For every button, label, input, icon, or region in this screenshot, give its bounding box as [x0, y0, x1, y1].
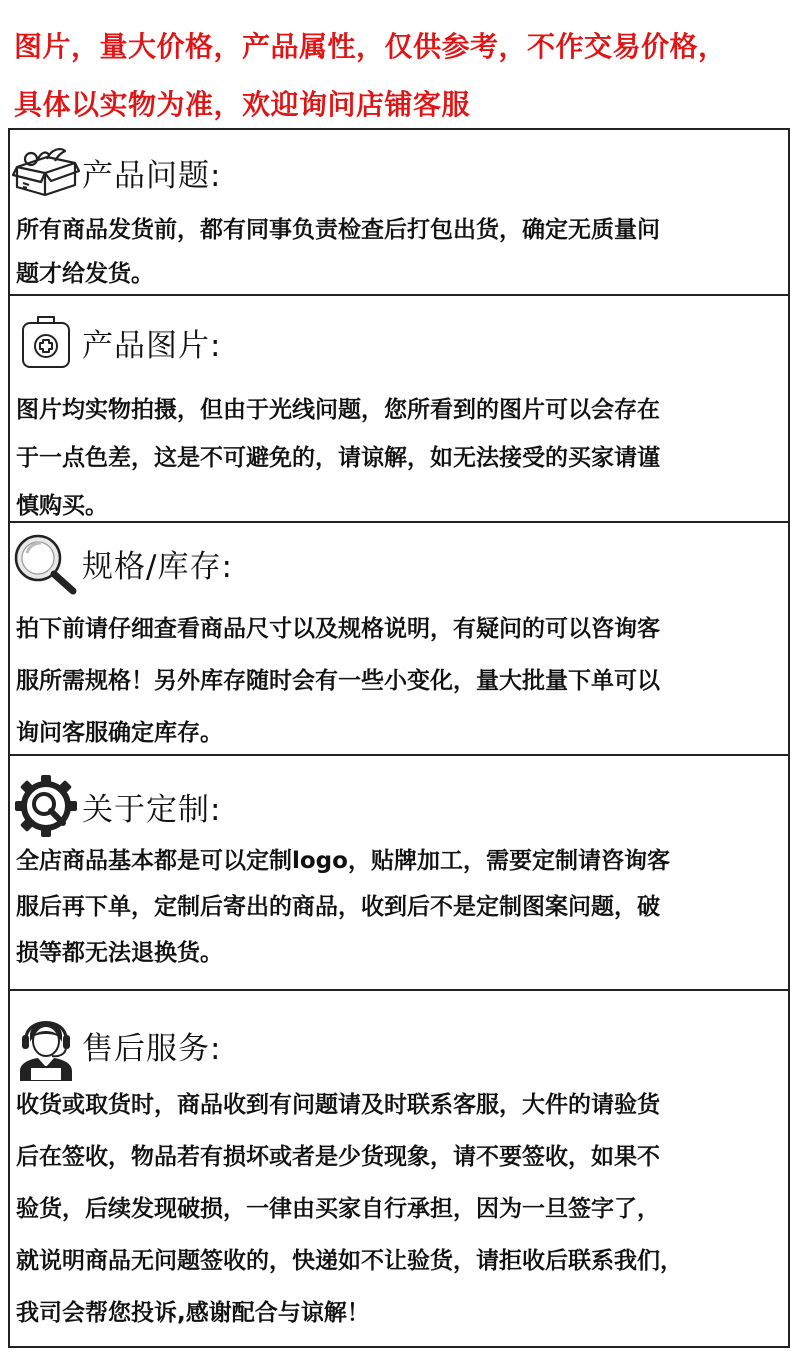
body-line: 慎购买。 [16, 493, 108, 519]
section-title-row [10, 1013, 221, 1077]
section-title: 规格/库存: [82, 548, 233, 585]
section-product-images [10, 294, 788, 521]
section-title-row [10, 774, 221, 838]
fruit-box-icon [10, 140, 82, 204]
body-line: 收货或取货时，商品收到有问题请及时联系客服，大件的请验货 [16, 1092, 660, 1118]
section-body [16, 838, 782, 976]
notice-header [14, 18, 794, 134]
body-line: 图片均实物拍摄，但由于光线问题，您所看到的图片可以会存在 [16, 397, 660, 423]
notice-line-2: 具体以实物为准，欢迎询问店铺客服 [14, 88, 471, 121]
body-line: 后在签收，物品若有损坏或者是少货现象，请不要签收，如果不 [16, 1144, 660, 1170]
body-line: 所有商品发货前，都有同事负责检查后打包出货，确定无质量问 [16, 217, 660, 243]
notice-line-1: 图片，量大价格，产品属性，仅供参考，不作交易价格， [14, 30, 727, 63]
body-line: 拍下前请仔细查看商品尺寸以及规格说明，有疑问的可以咨询客 [16, 616, 660, 642]
body-line: 题才给发货。 [16, 261, 154, 287]
body-line: 服后再下单，定制后寄出的商品，收到后不是定制图案问题，破 [16, 894, 660, 920]
body-line: 全店商品基本都是可以定制logo，贴牌加工，需要定制请咨询客 [16, 848, 670, 874]
section-title: 关于定制: [82, 791, 222, 828]
section-title: 产品问题: [82, 157, 222, 194]
gear-search-icon [10, 774, 82, 838]
section-body [16, 1079, 782, 1339]
section-title-row [10, 310, 221, 374]
section-body [16, 208, 782, 296]
body-line: 我司会帮您投诉,感谢配合与谅解！ [16, 1300, 370, 1326]
section-title-row [10, 531, 233, 595]
section-product-issue [10, 130, 788, 294]
body-line: 询问客服确定库存。 [16, 720, 223, 746]
body-line: 就说明商品无问题签收的，快递如不让验货，请拒收后联系我们， [16, 1248, 683, 1274]
info-panel [8, 128, 790, 1348]
first-aid-kit-icon [10, 310, 82, 374]
body-line: 服所需规格！另外库存随时会有一些小变化，量大批量下单可以 [16, 668, 660, 694]
section-title: 售后服务: [82, 1030, 222, 1067]
section-body [16, 603, 782, 759]
body-line: 验货，后续发现破损，一律由买家自行承担，因为一旦签字了， [16, 1196, 660, 1222]
section-title-row [10, 140, 221, 204]
body-line: 损等都无法退换货。 [16, 940, 223, 966]
customer-service-icon [10, 1013, 82, 1077]
section-customization [10, 754, 788, 989]
magnifier-icon [10, 531, 82, 595]
section-spec-stock [10, 521, 788, 754]
section-after-sales [10, 989, 788, 1346]
section-title: 产品图片: [82, 327, 222, 364]
section-body [16, 386, 782, 530]
body-line: 于一点色差，这是不可避免的，请谅解，如无法接受的买家请谨 [16, 445, 660, 471]
